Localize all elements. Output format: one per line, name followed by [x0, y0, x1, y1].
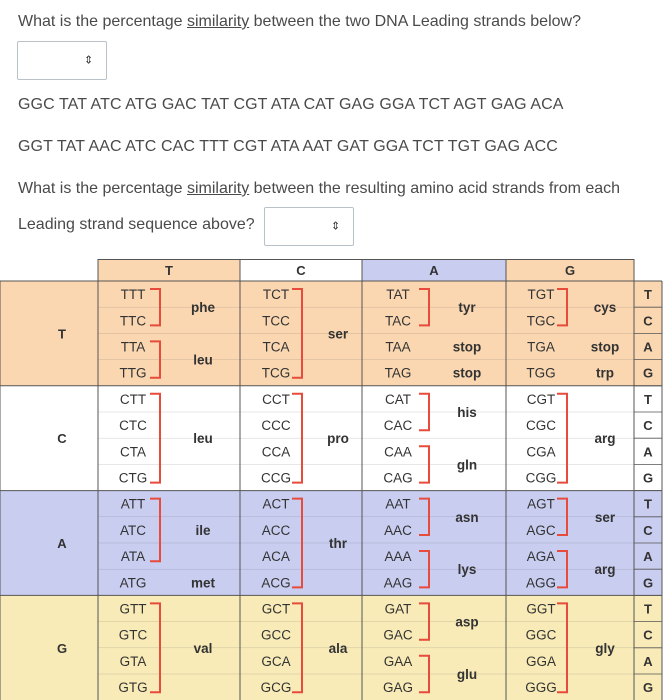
third-base-T: T — [644, 287, 652, 303]
similarity-link-2[interactable]: similarity — [186, 180, 250, 197]
column-header-C: C — [296, 263, 306, 278]
column-header-G: G — [564, 263, 576, 278]
question-2-suffix: between the resulting amino acid strands from each — [249, 180, 621, 197]
amino-acid-gly: gly — [595, 640, 615, 656]
codon-TTA: TTA — [120, 339, 146, 355]
amino-acid-tyr: tyr — [458, 300, 476, 316]
codon-CGT: CGT — [526, 391, 556, 407]
third-base-G: G — [642, 470, 654, 486]
codon-GGC: GGC — [525, 627, 557, 643]
codon-CCA: CCA — [261, 444, 291, 460]
codon-CTC: CTC — [119, 418, 147, 434]
codon-AAA: AAA — [384, 549, 412, 565]
codon-TCT: TCT — [262, 287, 290, 303]
third-base-G: G — [642, 365, 654, 381]
codon-TGT: TGT — [527, 287, 555, 303]
amino-acid-val: val — [193, 640, 213, 656]
third-base-T: T — [644, 601, 652, 617]
codon-CTA: CTA — [120, 444, 146, 460]
amino-acid-ile: ile — [195, 522, 211, 538]
codon-TTT: TTT — [120, 287, 146, 303]
column-header-A: A — [429, 263, 439, 278]
amino-acid-leu: leu — [193, 431, 213, 447]
codon-CGA: CGA — [526, 444, 556, 460]
codon-GTG: GTG — [118, 680, 148, 696]
codon-ACC: ACC — [261, 522, 291, 538]
codon-TTC: TTC — [119, 313, 147, 329]
amino-acid-asp: asp — [455, 614, 479, 630]
codon-TCC: TCC — [262, 313, 290, 329]
codon-AAT: AAT — [385, 496, 411, 512]
codon-TTG: TTG — [119, 365, 147, 381]
codon-AGT: AGT — [527, 496, 555, 512]
codon-TAC: TAC — [385, 313, 411, 329]
row-header-A: A — [57, 536, 67, 551]
codon-GAC: GAC — [383, 627, 413, 643]
codon-GTA: GTA — [119, 653, 147, 669]
codon-GTT: GTT — [119, 601, 147, 617]
codon-CCC: CCC — [261, 418, 291, 434]
codon-TAG: TAG — [384, 365, 412, 381]
codon-ATC: ATC — [120, 522, 146, 538]
codon-GCG: GCG — [260, 680, 292, 696]
codon-ATA: ATA — [120, 549, 146, 565]
codon-AGG: AGG — [525, 575, 557, 591]
third-base-A: A — [643, 339, 653, 355]
row-header-C: C — [57, 431, 67, 447]
amino-acid-stop: stop — [590, 339, 620, 355]
third-base-T: T — [644, 496, 652, 512]
amino-acid-gln: gln — [456, 457, 478, 473]
amino-acid-trp: trp — [596, 365, 614, 381]
codon-CAA: CAA — [384, 444, 412, 460]
answer-2-dropdown[interactable] — [264, 207, 354, 246]
amino-acid-arg: arg — [594, 431, 616, 447]
codon-GAG: GAG — [382, 680, 414, 696]
third-base-C: C — [643, 627, 653, 643]
codon-AGC: AGC — [526, 522, 556, 538]
codon-GAA: GAA — [383, 653, 413, 669]
amino-acid-thr: thr — [329, 536, 347, 551]
codon-CAC: CAC — [383, 418, 413, 434]
amino-acid-met: met — [190, 575, 216, 591]
third-base-A: A — [643, 444, 653, 460]
question-2-prefix: What is the percentage — [18, 180, 187, 197]
amino-acid-stop: stop — [452, 339, 482, 355]
amino-acid-his: his — [457, 405, 477, 420]
amino-acid-arg: arg — [594, 562, 616, 578]
codon-GTC: GTC — [118, 627, 148, 643]
chevron-updown-icon: ⇕ — [84, 54, 94, 66]
amino-acid-stop: stop — [452, 365, 482, 381]
codon-GCC: GCC — [261, 627, 291, 643]
row-header-T: T — [58, 326, 66, 342]
codon-CAG: CAG — [383, 470, 413, 486]
chevron-updown-icon: ⇕ — [331, 220, 341, 232]
codon-GGT: GGT — [526, 601, 556, 617]
third-base-A: A — [643, 653, 653, 669]
codon-ACT: ACT — [262, 496, 290, 512]
column-header-T: T — [165, 263, 173, 278]
codon-TGG: TGG — [526, 365, 556, 381]
codon-AAC: AAC — [384, 522, 412, 538]
amino-acid-phe: phe — [190, 300, 216, 316]
codon-CTT: CTT — [119, 391, 147, 407]
third-base-C: C — [643, 313, 653, 329]
codon-ATG: ATG — [119, 575, 147, 591]
third-base-G: G — [642, 575, 654, 591]
codon-AGA: AGA — [526, 549, 556, 565]
amino-acid-pro: pro — [327, 431, 349, 447]
codon-GAT: GAT — [384, 601, 412, 617]
third-base-T: T — [644, 391, 652, 407]
amino-acid-leu: leu — [193, 352, 213, 368]
amino-acid-lys: lys — [457, 562, 477, 578]
codon-CGC: CGC — [526, 418, 556, 434]
codon-ACG: ACG — [261, 575, 291, 591]
question-1 — [18, 13, 581, 31]
row-header-G: G — [56, 640, 68, 656]
codon-TCG: TCG — [261, 365, 291, 381]
codon-CGG: CGG — [525, 470, 557, 486]
question-1-suffix: between the two DNA Leading strands below? — [249, 13, 581, 30]
amino-acid-ala: ala — [328, 640, 348, 656]
codon-TAA: TAA — [385, 339, 411, 355]
codon-GGG: GGG — [525, 680, 557, 696]
codon-ACA: ACA — [262, 549, 290, 565]
similarity-link[interactable]: similarity — [186, 13, 250, 30]
question-1-prefix: What is the percentage — [18, 13, 187, 30]
question-2 — [18, 180, 620, 198]
codon-CTG: CTG — [118, 470, 148, 486]
codon-TAT: TAT — [386, 287, 410, 303]
codon-GCT: GCT — [261, 601, 291, 617]
codon-table — [0, 259, 664, 700]
codon-TCA: TCA — [262, 339, 290, 355]
codon-CCG: CCG — [261, 470, 291, 486]
codon-CAT: CAT — [385, 391, 411, 407]
amino-acid-ser: ser — [327, 326, 349, 342]
answer-1-dropdown[interactable] — [17, 41, 107, 80]
codon-ATT: ATT — [120, 496, 146, 512]
codon-TGA: TGA — [527, 339, 555, 355]
dna-sequence-1: GGC TAT ATC ATG GAC TAT CGT ATA CAT GAG GGA TCT AGT GAG ACA — [18, 96, 564, 113]
amino-acid-ser: ser — [594, 509, 616, 525]
question-2-line-2: Leading strand sequence above? — [18, 216, 255, 233]
codon-AAG: AAG — [383, 575, 413, 591]
codon-CCT: CCT — [262, 391, 290, 407]
third-base-C: C — [643, 522, 653, 538]
third-base-A: A — [643, 549, 653, 565]
codon-TGC: TGC — [526, 313, 556, 329]
amino-acid-asn: asn — [455, 509, 479, 525]
third-base-C: C — [643, 418, 653, 434]
amino-acid-cys: cys — [593, 300, 617, 316]
third-base-G: G — [642, 680, 654, 696]
amino-acid-glu: glu — [456, 667, 478, 682]
dna-sequence-2: GGT TAT AAC ATC CAC TTT CGT ATA AAT GAT GGA TCT TGT GAG ACC — [18, 138, 558, 155]
codon-GCA: GCA — [261, 653, 291, 669]
codon-GGA: GGA — [525, 653, 557, 669]
